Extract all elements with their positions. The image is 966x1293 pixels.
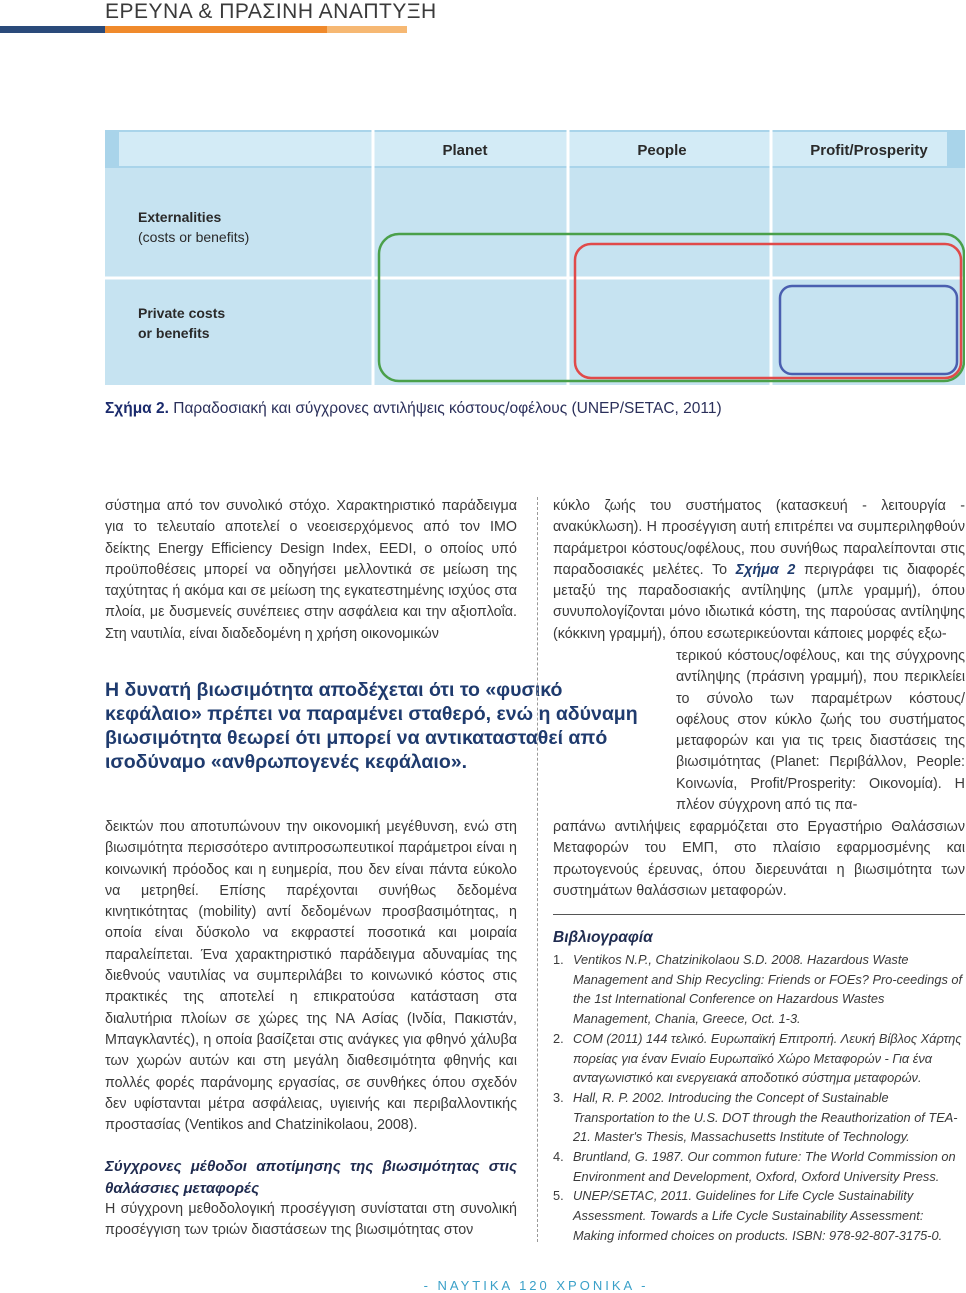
body-text: κύκλο ζωής του συστήματος (κατασκευή - λειτουργία - ανακύκλωση). Η προσέγγιση αυτή επιτρέπει να συμπεριληφθούν παράμετροι κόστους/οφέλους, που συνήθως παραλείπονται στις παραδοσιακές μελέτες. Το — [553, 498, 965, 578]
reference-item — [553, 1029, 965, 1088]
reference-item — [553, 1088, 965, 1147]
row-label-externalities-sub: (costs or benefits) — [138, 229, 250, 245]
body-paragraph: ραπάνω αντιλήψεις εφαρμόζεται στο Εργαστήριο Θαλάσσιων Μεταφορών του ΕΜΠ, στο πλαίσιο εφαρμοσμένης και πρωτογενούς έρευνας, όπου διερευνάται η βιωσιμότητα των συστημάτων θαλάσσιων μεταφορών. — [553, 819, 965, 899]
figure-caption — [105, 400, 722, 418]
bibliography-rule — [553, 914, 965, 915]
header-bar-dark — [0, 26, 105, 33]
column-label-profit: Profit/Prosperity — [810, 142, 928, 159]
row-label-private-costs-sub: or benefits — [138, 325, 210, 341]
body-paragraph: δεικτών που αποτυπώνουν την οικονομική μεγέθυνση, ενώ στη βιωσιμότητα περισσότερο αντιπροσωπευτικοί παράμετροι είναι η κοινωνική πρόοδος και η ευημερία, που δεν είναι πάντα εύκολο να μετρηθεί. Επίσης παρέχονται συνήθως δεδομένα κινητικότητας (mobility) αντί δεδομένων προσβασιμότητας, η οποία είναι δύσκολο να εκφραστεί ποσοτικά και μοιραία παραλείπεται. Ένα χαρακτηριστικό παράδειγμα αδυναμίας της διεθνούς ναυτιλίας να συμπεριλάβει το κοινωνικό κόστος στις πρακτικές της αποτελεί η επικρατούσα κατάσταση στα διαλυτήρια πλοίων σε χώρες της ΝΑ Ασίας (Ινδία, Πακιστάν, Μπαγκλαντές), η οποία βασίζεται στις ανάγκες για φθηνό χάλυβα των χωρών αυτών και στη μεγάλη διαθεσιμότητα φθηνής και πολλές φορές παράνομης εργασίας, σε συνθήκες όπου σχεδόν δεν υφίστανται μέτρα ασφάλειας, υγιεινής και περιβαλλοντικής προστασίας (Ventikos and Chatzinikolaou, 2008). — [105, 819, 517, 1134]
pullquote: Η δυνατή βιωσιμότητα αποδέχεται ότι το «φυσικό κεφάλαιο» πρέπει να παραμένει σταθερό, ενώ η αδύναμη βιωσιμότητα θεωρεί ότι μπορεί να αντικατασταθεί από ισοδύναμο «ανθρωπογενές κεφάλαιο». — [105, 679, 638, 773]
body-paragraph: σύστημα από τον συνολικό στόχο. Χαρακτηριστικό παράδειγμα για το τελευταίο αποτελεί ο νεοεισερχόμενος από τον ΙΜΟ δείκτης Energy Efficiency Design Index, EEDI, ο οποίος υπό προϋποθέσεις μπορεί να οδηγήσει μελλοντικά σε μείωση της ταχύτητας ή ακόμα και σε μείωση της εγκατεστημένης ισχύος στα πλοία, με δυσμενείς συνέπειες στην ασφάλεια και την αξιοπλοΐα. Στη ναυτιλία, είναι διαδεδομένη η χρήση οικονομικών — [105, 498, 517, 642]
reference-item — [553, 950, 965, 1029]
reference-number: 3. — [553, 1089, 564, 1105]
running-header: ΕΡΕΥΝΑ & ΠΡΑΣΙΝΗ ΑΝΑΠΤΥΞΗ — [105, 0, 437, 23]
column-divider-line — [537, 497, 538, 1242]
right-column-narrow — [676, 646, 965, 816]
left-column-top — [105, 496, 517, 645]
reference-number: 2. — [553, 1030, 564, 1046]
cost-benefit-diagram — [105, 130, 965, 385]
figure-reference: Σχήμα 2 — [735, 561, 796, 578]
reference-number: 1. — [553, 952, 564, 967]
body-paragraph — [553, 496, 965, 645]
right-column-bottom — [553, 817, 965, 902]
row-label-externalities: Externalities — [138, 209, 222, 225]
caption-label: Σχήμα 2. — [105, 400, 169, 417]
reference-text: Ventikos N.P., Chatzinikolaou S.D. 2008. Hazardous Waste Management and Ship Recycling: Friends or FOEs? Pro-ceedings of the 1st International Conference on Hazardous Wastes Management, Chania, Greece, Oct. 1-3. — [573, 952, 963, 1027]
reference-text: Hall, R. P. 2002. Introducing the Concept of Sustainable Transportation to the U.S. DOT through the Reauthorization of TEA-21. Master's Thesis, Massachusetts Institute of Technology. — [573, 1089, 958, 1145]
cost-benefit-figure — [105, 130, 965, 385]
header-bar-orange — [105, 26, 327, 33]
column-label-people: People — [637, 142, 687, 159]
figure-background — [105, 130, 965, 385]
body-text: περιγράφει τις διαφορές μεταξύ της παραδοσιακής αντίληψης (μπλε γραμμή), όπου συνυπολογίζονται μόνο ιδιωτικά κόστη, της παρούσας αντίληψης (κόκκινη γραμμή), όπου εσωτερικεύονται κάποιες μορφές εξω- — [553, 561, 966, 642]
reference-text: Bruntland, G. 1987. Our common future: The World Commission on Environment and Development, Oxford, Oxford University Press. — [573, 1149, 956, 1184]
bibliography-title: Βιβλιογραφία — [553, 929, 653, 946]
reference-number: 5. — [553, 1188, 564, 1204]
reference-text: COM (2011) 144 τελικό. Ευρωπαϊκή Επιτροπή. Λευκή Βίβλος Χάρτης πορείας για έναν Ενιαίο Ευρωπαϊκό Χώρο Μεταφορών - Για ένα ανταγωνιστικό και ενεργειακά αποδοτικό σύστημα μεταφορών. — [573, 1030, 962, 1086]
left-column-bottom — [105, 817, 517, 1242]
reference-text: UNEP/SETAC, 2011. Guidelines for Life Cycle Sustainability Assessment. Towards a Life Cycle Sustainability Assessment: Making informed choices on products. ISBN: 978-92-807-3175-0. — [573, 1188, 943, 1243]
column-label-planet: Planet — [442, 142, 488, 159]
reference-list — [553, 950, 965, 1246]
caption-text: Παραδοσιακή και σύγχρονες αντιλήψεις κόστους/οφέλους (UNEP/SETAC, 2011) — [173, 400, 722, 417]
body-paragraph: τερικού κόστους/οφέλους, και της σύγχρονης αντίληψης (πράσινη γραμμή), που περικλείει το σύνολο των παραμέτρων κόστους/οφέλους στον κύκλο ζωής του συστήματος μεταφορών και για τις τρεις διαστάσεις της βιωσιμότητας (Planet: Περιβάλλον, People: Κοινωνία, Profit/Prosperity: Οικονομία). Η πλέον σύγχρονη από τις πα- — [676, 648, 965, 814]
reference-item — [553, 1186, 965, 1245]
section-subheading: Σύγχρονες μέθοδοι αποτίμησης της βιωσιμότητας στις θαλάσσιες μεταφορές — [105, 1158, 517, 1197]
body-paragraph: Η σύγχρονη μεθοδολογική προσέγγιση συνίσταται στη συνολική προσέγγιση των τριών διαστάσεων της βιωσιμότητας στον — [105, 1201, 517, 1239]
row-label-private-costs: Private costs — [138, 305, 226, 321]
right-column-top — [553, 496, 965, 645]
header-bar-light-orange — [327, 26, 407, 33]
reference-number: 4. — [553, 1149, 564, 1165]
reference-item — [553, 1147, 965, 1186]
page-footer: - ΝΑΥΤΙΚΑ 120 ΧΡΟΝΙΚΑ - — [423, 1278, 649, 1293]
